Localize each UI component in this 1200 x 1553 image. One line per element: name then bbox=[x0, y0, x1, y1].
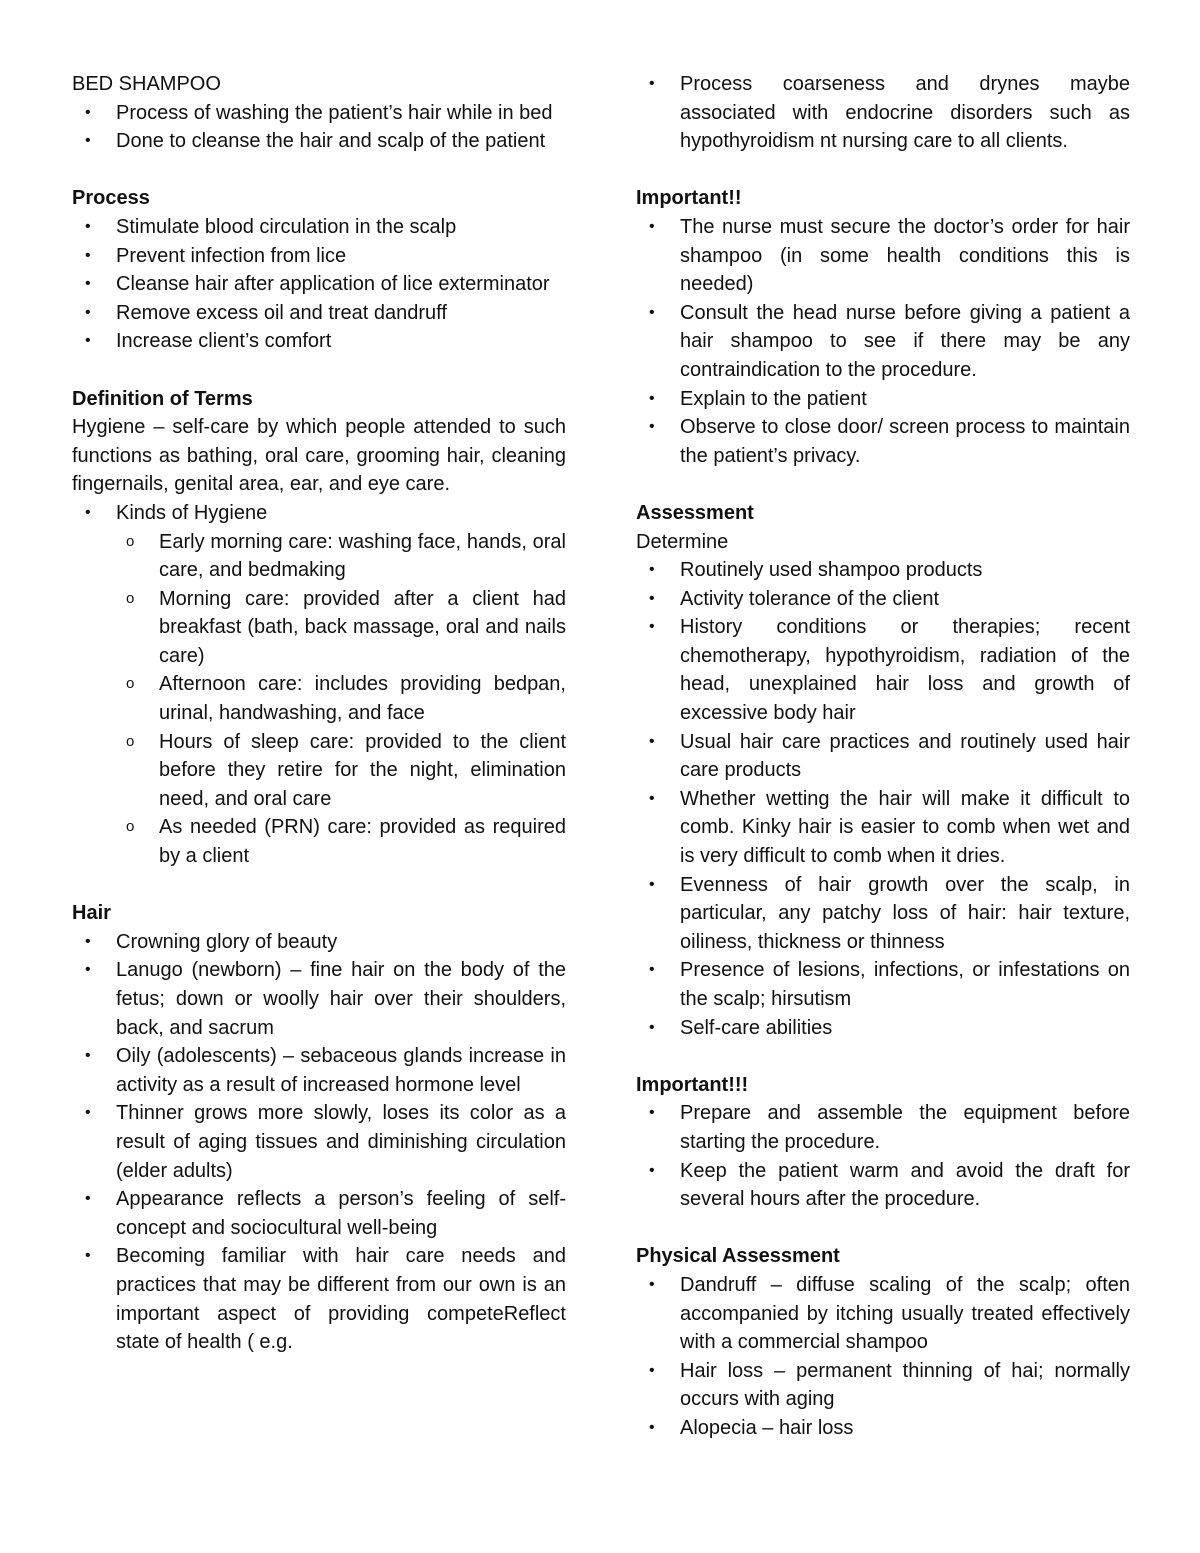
list-item: • Done to cleanse the hair and scalp of the patient bbox=[72, 127, 566, 156]
list-item: • Whether wetting the hair will make it difficult to comb. Kinky hair is easier to comb when wet and is very difficult to comb when it dries. bbox=[636, 785, 1130, 871]
list-item: • Prepare and assemble the equipment before starting the procedure. bbox=[636, 1099, 1130, 1156]
list-item: • Process coarseness and drynes maybe associated with endocrine disorders such as hypothyroidism nt nursing care to all clients. bbox=[636, 70, 1130, 156]
important-list bbox=[636, 213, 1130, 470]
list-item: • Observe to close door/ screen process to maintain the patient’s privacy. bbox=[636, 413, 1130, 470]
important-2-list bbox=[636, 1099, 1130, 1213]
list-item: • Appearance reflects a person’s feeling of self-concept and sociocultural well-being bbox=[72, 1185, 566, 1242]
list-item: • Usual hair care practices and routinely used hair care products bbox=[636, 728, 1130, 785]
sublist-item: o As needed (PRN) care: provided as required by a client bbox=[116, 813, 566, 870]
hygiene-definition: Hygiene – self-care by which people attended to such functions as bathing, oral care, grooming hair, cleaning fingernails, genital area, ear, and eye care. bbox=[72, 416, 566, 496]
kinds-sublist bbox=[72, 528, 566, 871]
section-heading-assessment: Assessment bbox=[636, 501, 754, 524]
kinds-list bbox=[72, 499, 566, 528]
list-item: • Increase client’s comfort bbox=[72, 327, 566, 356]
section-heading-important: Important!! bbox=[636, 187, 742, 210]
list-item: • Remove excess oil and treat dandruff bbox=[72, 299, 566, 328]
kinds-label: Kinds of Hygiene bbox=[116, 501, 268, 524]
list-item: • Hair loss – permanent thinning of hai; normally occurs with aging bbox=[636, 1357, 1130, 1414]
list-item: • Crowning glory of beauty bbox=[72, 928, 566, 957]
assessment-list bbox=[636, 556, 1130, 1042]
hair-list bbox=[72, 928, 566, 1357]
list-item: • Self-care abilities bbox=[636, 1014, 1130, 1043]
list-item: • Becoming familiar with hair care needs and practices that may be different from our own is an important aspect of providing competeReflect state of health ( e.g. bbox=[72, 1242, 566, 1356]
assessment-subheading: Determine bbox=[636, 530, 729, 553]
section-heading-physical-assessment: Physical Assessment bbox=[636, 1245, 840, 1268]
list-item: • Explain to the patient bbox=[636, 385, 1130, 414]
list-item: • Activity tolerance of the client bbox=[636, 585, 1130, 614]
section-heading-process: Process bbox=[72, 187, 150, 210]
list-item: • Prevent infection from lice bbox=[72, 242, 566, 271]
right-column bbox=[636, 70, 1130, 1443]
list-item: • Keep the patient warm and avoid the draft for several hours after the procedure. bbox=[636, 1157, 1130, 1214]
list-item: • Routinely used shampoo products bbox=[636, 556, 1130, 585]
intro-list bbox=[72, 99, 566, 156]
list-item bbox=[72, 499, 566, 528]
left-column bbox=[72, 70, 566, 1357]
list-item: • The nurse must secure the doctor’s order for hair shampoo (in some health conditions this is needed) bbox=[636, 213, 1130, 299]
sublist-item: o Hours of sleep care: provided to the client before they retire for the night, elimination need, and oral care bbox=[116, 728, 566, 814]
list-item: • Dandruff – diffuse scaling of the scalp; often accompanied by itching usually treated effectively with a commercial shampoo bbox=[636, 1271, 1130, 1357]
sublist-item: o Afternoon care: includes providing bedpan, urinal, handwashing, and face bbox=[116, 670, 566, 727]
list-item: • Evenness of hair growth over the scalp, in particular, any patchy loss of hair: hair texture, oiliness, thickness or thinness bbox=[636, 871, 1130, 957]
list-item: • Thinner grows more slowly, loses its color as a result of aging tissues and diminishing circulation (elder adults) bbox=[72, 1099, 566, 1185]
physical-assessment-list bbox=[636, 1271, 1130, 1443]
list-item: • Alopecia – hair loss bbox=[636, 1414, 1130, 1443]
list-item: • History conditions or therapies; recent chemotherapy, hypothyroidism, radiation of the head, unexplained hair loss and growth of excessive body hair bbox=[636, 613, 1130, 727]
sublist-item: o Early morning care: washing face, hands, oral care, and bedmaking bbox=[116, 528, 566, 585]
list-item: • Cleanse hair after application of lice exterminator bbox=[72, 270, 566, 299]
section-heading-hair: Hair bbox=[72, 902, 111, 925]
list-item: • Stimulate blood circulation in the scalp bbox=[72, 213, 566, 242]
list-item: • Presence of lesions, infections, or infestations on the scalp; hirsutism bbox=[636, 956, 1130, 1013]
document-title: BED SHAMPOO bbox=[72, 73, 221, 95]
sublist-item: o Morning care: provided after a client had breakfast (bath, back massage, oral and nails care) bbox=[116, 585, 566, 671]
section-heading-important-2: Important!!! bbox=[636, 1073, 749, 1096]
process-list bbox=[72, 213, 566, 356]
list-item: • Process of washing the patient’s hair while in bed bbox=[72, 99, 566, 128]
list-item: • Oily (adolescents) – sebaceous glands increase in activity as a result of increased hormone level bbox=[72, 1042, 566, 1099]
list-item: • Lanugo (newborn) – fine hair on the body of the fetus; down or woolly hair over their shoulders, back, and sacrum bbox=[72, 956, 566, 1042]
section-heading-definitions: Definition of Terms bbox=[72, 387, 253, 410]
list-item: • Consult the head nurse before giving a patient a hair shampoo to see if there may be any contraindication to the procedure. bbox=[636, 299, 1130, 385]
continued-list bbox=[636, 70, 1130, 156]
